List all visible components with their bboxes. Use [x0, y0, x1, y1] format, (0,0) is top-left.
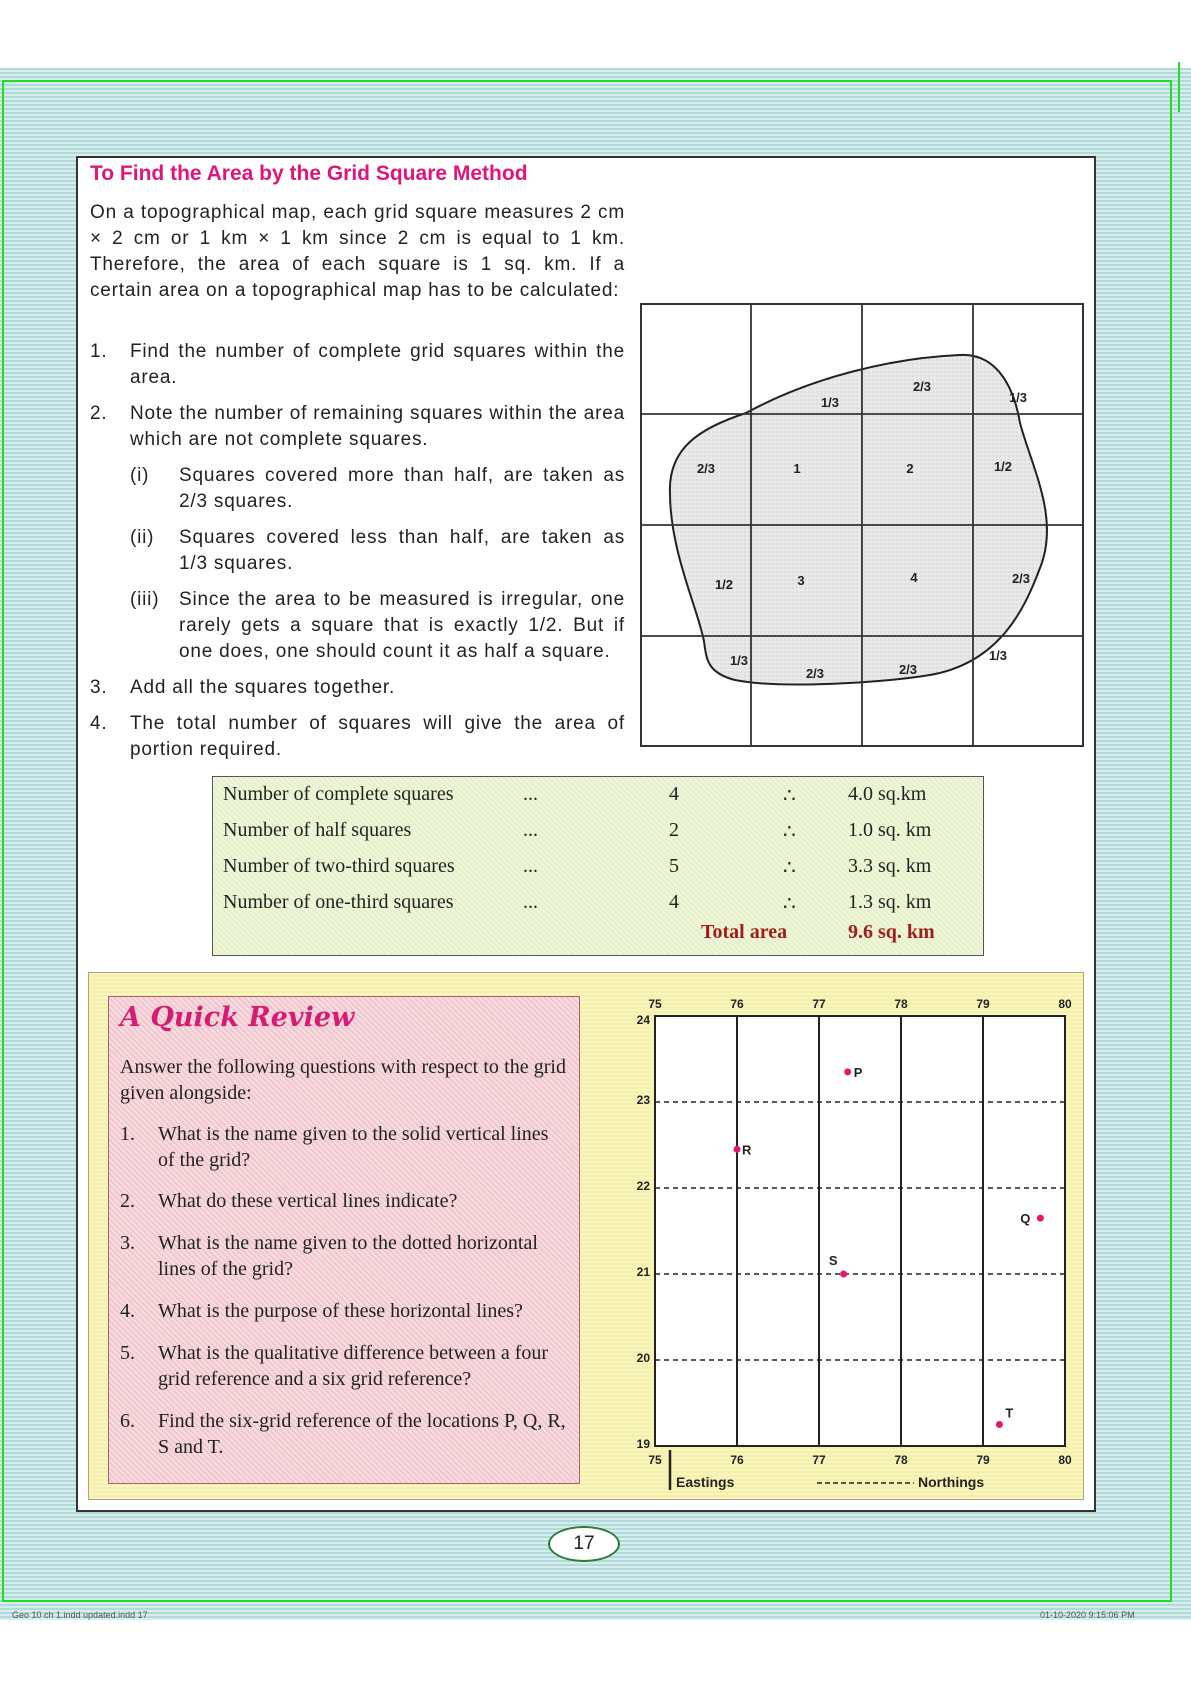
easting-tick-top: 77 [812, 997, 826, 1011]
calc-label: Number of two-third squares [223, 855, 455, 877]
calc-result: 1.0 sq. km [848, 819, 932, 841]
question-number: 5. [120, 1342, 135, 1364]
easting-tick-bottom: 75 [648, 1453, 662, 1467]
northing-tick: 24 [636, 1013, 650, 1027]
square-fraction-label: 2/3 [805, 666, 825, 681]
calc-count: 5 [669, 855, 679, 877]
area-calculation-table [212, 776, 984, 956]
location-label-t: T [1005, 1405, 1014, 1421]
question-number: 3. [120, 1232, 135, 1254]
easting-tick-top: 79 [976, 997, 990, 1011]
square-fraction-label: 1/3 [820, 395, 840, 410]
location-point-q [1037, 1215, 1044, 1222]
calc-dots: ... [523, 783, 538, 805]
crop-mark [1178, 62, 1180, 112]
question-number: 4. [120, 1300, 135, 1322]
location-point-r [734, 1146, 741, 1153]
substep-number: (ii) [130, 527, 155, 548]
question-text: What is the name given to the dotted horizontal lines of the grid? [158, 1232, 538, 1280]
square-fraction-label: 1/2 [714, 577, 734, 592]
eastings-legend-label: Eastings [676, 1474, 735, 1490]
square-fraction-label: 2/3 [898, 662, 918, 677]
grid-border [655, 1016, 1065, 1446]
location-label-p: P [853, 1064, 863, 1080]
question-number: 2. [120, 1190, 135, 1212]
northings-legend-label: Northings [918, 1474, 985, 1490]
question-number: 6. [120, 1410, 135, 1432]
calc-result: 4.0 sq.km [848, 783, 927, 805]
location-point-t [996, 1421, 1003, 1428]
intro-paragraph: On a topographical map, each grid square measures 2 cm × 2 cm or 1 km × 1 km since 2 cm is equal to 1 km. Therefore, the area of each square is 1 sq. km. If a certain area on a topographical map has to be calculated: [90, 202, 625, 301]
square-fraction-label: 2/3 [912, 379, 932, 394]
question-number: 1. [120, 1123, 135, 1145]
therefore-symbol: ∴ [783, 893, 796, 915]
substep-number: (i) [130, 465, 150, 486]
total-area-value: 9.6 sq. km [848, 921, 935, 943]
step-text: Add all the squares together. [130, 677, 396, 698]
easting-tick-top: 80 [1058, 997, 1072, 1011]
question-text: What is the name given to the solid vertical lines of the grid? [158, 1123, 549, 1171]
calc-result: 3.3 sq. km [848, 855, 932, 877]
location-point-p [844, 1068, 851, 1075]
square-fraction-label: 1 [793, 461, 801, 476]
square-fraction-label: 1/3 [1008, 390, 1028, 405]
square-fraction-label: 1/3 [729, 653, 749, 668]
calc-dots: ... [523, 855, 538, 877]
calc-dots: ... [523, 891, 538, 913]
step-number: 4. [90, 713, 108, 734]
substep-number: (iii) [130, 589, 160, 610]
question-text: What is the purpose of these horizontal lines? [158, 1300, 523, 1322]
footer-timestamp: 01-10-2020 9:15:06 PM [1040, 1610, 1135, 1620]
quick-review-title: A Quick Review [120, 1002, 355, 1033]
northing-tick: 20 [636, 1351, 650, 1365]
easting-tick-top: 78 [894, 997, 908, 1011]
location-label-r: R [742, 1142, 752, 1158]
quick-review-intro: Answer the following questions with respect to the grid given alongside: [120, 1056, 566, 1104]
substep-text: Squares covered more than half, are taken as 2/3 squares. [179, 465, 625, 512]
square-fraction-label: 2/3 [696, 461, 716, 476]
easting-tick-bottom: 79 [976, 1453, 990, 1467]
grid-lines [655, 1016, 1065, 1446]
step-number: 3. [90, 677, 108, 698]
location-point-s [840, 1271, 847, 1278]
step-text: Find the number of complete grid squares within the area. [130, 341, 625, 388]
step-text: Note the number of remaining squares within the area which are not complete squares. [130, 403, 625, 450]
footer-file-name: Geo 10 ch 1.indd updated.indd 17 [12, 1610, 148, 1620]
northing-tick: 21 [636, 1265, 650, 1279]
northing-tick: 19 [636, 1437, 650, 1451]
calc-label: Number of complete squares [223, 783, 454, 805]
calc-result: 1.3 sq. km [848, 891, 932, 913]
northing-tick: 23 [636, 1093, 650, 1107]
square-fraction-label: 2 [906, 461, 914, 476]
square-fraction-label: 2/3 [1011, 571, 1031, 586]
square-fraction-label: 1/2 [993, 459, 1013, 474]
square-fraction-label: 3 [797, 573, 805, 588]
calc-count: 4 [669, 783, 679, 805]
substep-text: Since the area to be measured is irregular, one rarely gets a square that is exactly 1/2. But if one does, one should count it as half a square. [179, 589, 625, 662]
easting-tick-bottom: 77 [812, 1453, 826, 1467]
grid-reference-map [620, 990, 1080, 1500]
calc-label: Number of one-third squares [223, 891, 454, 913]
step-text: The total number of squares will give the area of portion required. [130, 713, 625, 760]
easting-tick-top: 75 [648, 997, 662, 1011]
section-title: To Find the Area by the Grid Square Method [90, 162, 528, 185]
calc-dots: ... [523, 819, 538, 841]
question-text: What do these vertical lines indicate? [158, 1190, 458, 1212]
page-number: 17 [548, 1526, 620, 1562]
easting-tick-bottom: 76 [730, 1453, 744, 1467]
question-text: What is the qualitative difference between a four grid reference and a six grid reference? [158, 1342, 549, 1390]
northing-tick: 22 [636, 1179, 650, 1193]
therefore-symbol: ∴ [783, 857, 796, 879]
step-number: 1. [90, 341, 108, 362]
step-number: 2. [90, 403, 108, 424]
therefore-symbol: ∴ [783, 785, 796, 807]
therefore-symbol: ∴ [783, 821, 796, 843]
grid-legend [670, 1450, 984, 1490]
substep-text: Squares covered less than half, are taken as 1/3 squares. [179, 527, 625, 574]
question-text: Find the six-grid reference of the locations P, Q, R, S and T. [158, 1410, 566, 1458]
square-fraction-label: 1/3 [988, 648, 1008, 663]
area-grid-diagram [640, 303, 1084, 747]
calc-label: Number of half squares [223, 819, 412, 841]
easting-tick-top: 76 [730, 997, 744, 1011]
square-fraction-label: 4 [910, 570, 918, 585]
calc-count: 2 [669, 819, 679, 841]
easting-tick-bottom: 80 [1058, 1453, 1072, 1467]
calc-count: 4 [669, 891, 679, 913]
easting-tick-bottom: 78 [894, 1453, 908, 1467]
location-label-s: S [828, 1253, 838, 1268]
total-area-label: Total area [701, 921, 788, 943]
location-label-q: Q [1020, 1211, 1031, 1227]
